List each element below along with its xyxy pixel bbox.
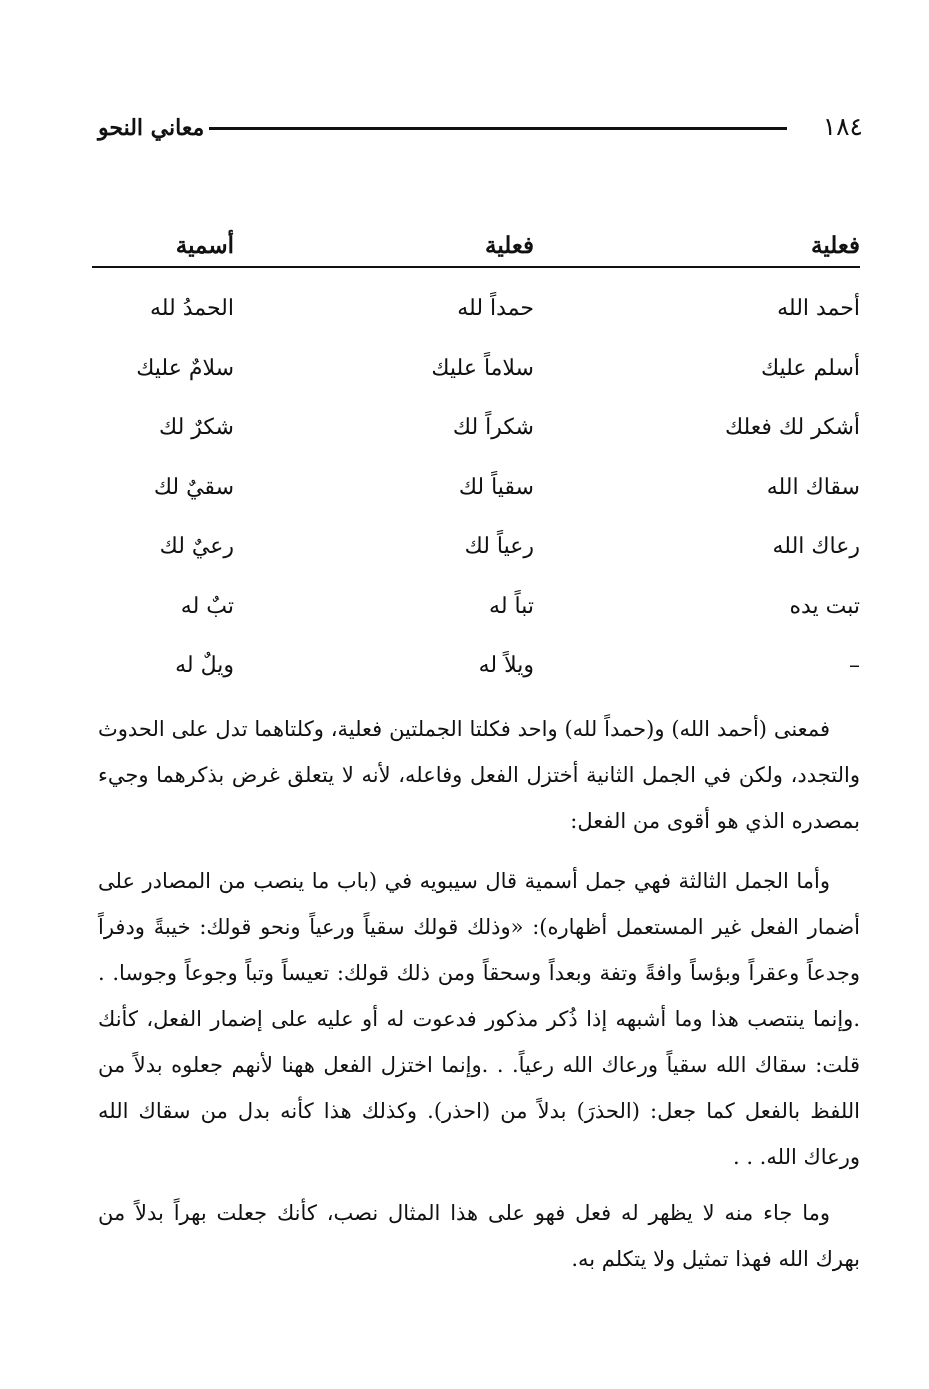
page-number: ١٨٤ (822, 112, 863, 141)
table-row (92, 528, 860, 588)
table-cell: سقاك الله (766, 474, 860, 500)
table-cell: تبت يده (789, 593, 860, 619)
table-cell: أشكر لك فعلك (724, 415, 860, 440)
paragraph-text: وأما الجمل الثالثة فهي جمل أسمية قال سيبويه في (باب ما ينصب من المصادر على أضمار الفعل غير المستعمل أظهاره): «وذلك قولك سقياً ورعياً ونحو قولك: خيبةً ودفراً وجدعاً وعقراً وبؤساً وافةً وتفة وبعداً وسحقاً ومن ذلك قولك: تعيساً وتباً وجوعاً وجوسا. . .وإنما ينتصب هذا وما أشبهه إذا ذُكر مذكور فدعوت له أو عليه على إضمار الفعل، كأنك قلت: سقاك الله سقياً ورعاك الله رعياً. . .وإنما اختزل الفعل ههنا لأنهم جعلوه بدلاً من اللفظ بالفعل كما جعل: (الحذرَ) بدلاً من (احذر). وكذلك هذا كأنه بدل من سقاك الله ورعاك الله. . . (98, 869, 860, 1169)
table-cell: سقياً لك (458, 474, 534, 500)
table-cell: سلامٌ عليك (136, 355, 234, 381)
book-title: معاني النحو (98, 115, 205, 141)
table-cell: رعاك الله (772, 534, 860, 559)
paragraph-bahran (98, 1190, 860, 1282)
paragraph-text: فمعنى (أحمد الله) و(حمداً لله) واحد فكلتا الجملتين فعلية، وكلتاهما تدل على الحدوث والتجدد، ولكن في الجمل الثانية أختزل الفعل وفاعله، لأنه لا يتعلق غرض بذكرهما وجيء بمصدره الذي هو أقوى من الفعل: (98, 717, 860, 833)
table-body (92, 290, 860, 707)
table-cell: تبٌ له (180, 593, 234, 619)
table-row (92, 469, 860, 529)
table-cell: رعياً لك (464, 534, 534, 559)
table-cell: ويلاً له (478, 653, 534, 678)
table-cell: تباً له (489, 593, 534, 619)
table-cell: سقيٌ لك (153, 474, 234, 500)
table-cell: – (849, 653, 860, 678)
paragraph-text: وما جاء منه لا يظهر له فعل فهو على هذا المثال نصب، كأنك جعلت بهراً بدلاً من بهرك الله فهذا تمثيل ولا يتكلم به. (98, 1201, 860, 1271)
table-rule (92, 266, 860, 268)
table-row (92, 290, 860, 350)
table-cell: أسلم عليك (760, 355, 860, 381)
column-header-verbal-2: فعلية (485, 232, 534, 259)
table-row (92, 647, 860, 707)
column-header-nominal: أسمية (175, 232, 234, 259)
table-cell: أحمد الله (777, 296, 860, 321)
table-row (92, 409, 860, 469)
table-header (92, 232, 860, 266)
table-cell: الحمدُ لله (149, 296, 234, 321)
table-cell: ويلٌ له (175, 653, 234, 678)
table-row (92, 350, 860, 410)
table-cell: شكراً لك (452, 415, 534, 440)
table-cell: حمداً لله (457, 296, 534, 321)
table-row (92, 588, 860, 648)
table-cell: سلاماً عليك (431, 355, 534, 381)
table-cell: رعيٌ لك (159, 534, 234, 559)
table-cell: شكرٌ لك (159, 415, 234, 440)
paragraph-meaning (98, 706, 860, 844)
column-header-verbal-1: فعلية (811, 232, 860, 259)
paragraph-sibawayh-quote (98, 858, 860, 1180)
header-rule (209, 127, 787, 130)
